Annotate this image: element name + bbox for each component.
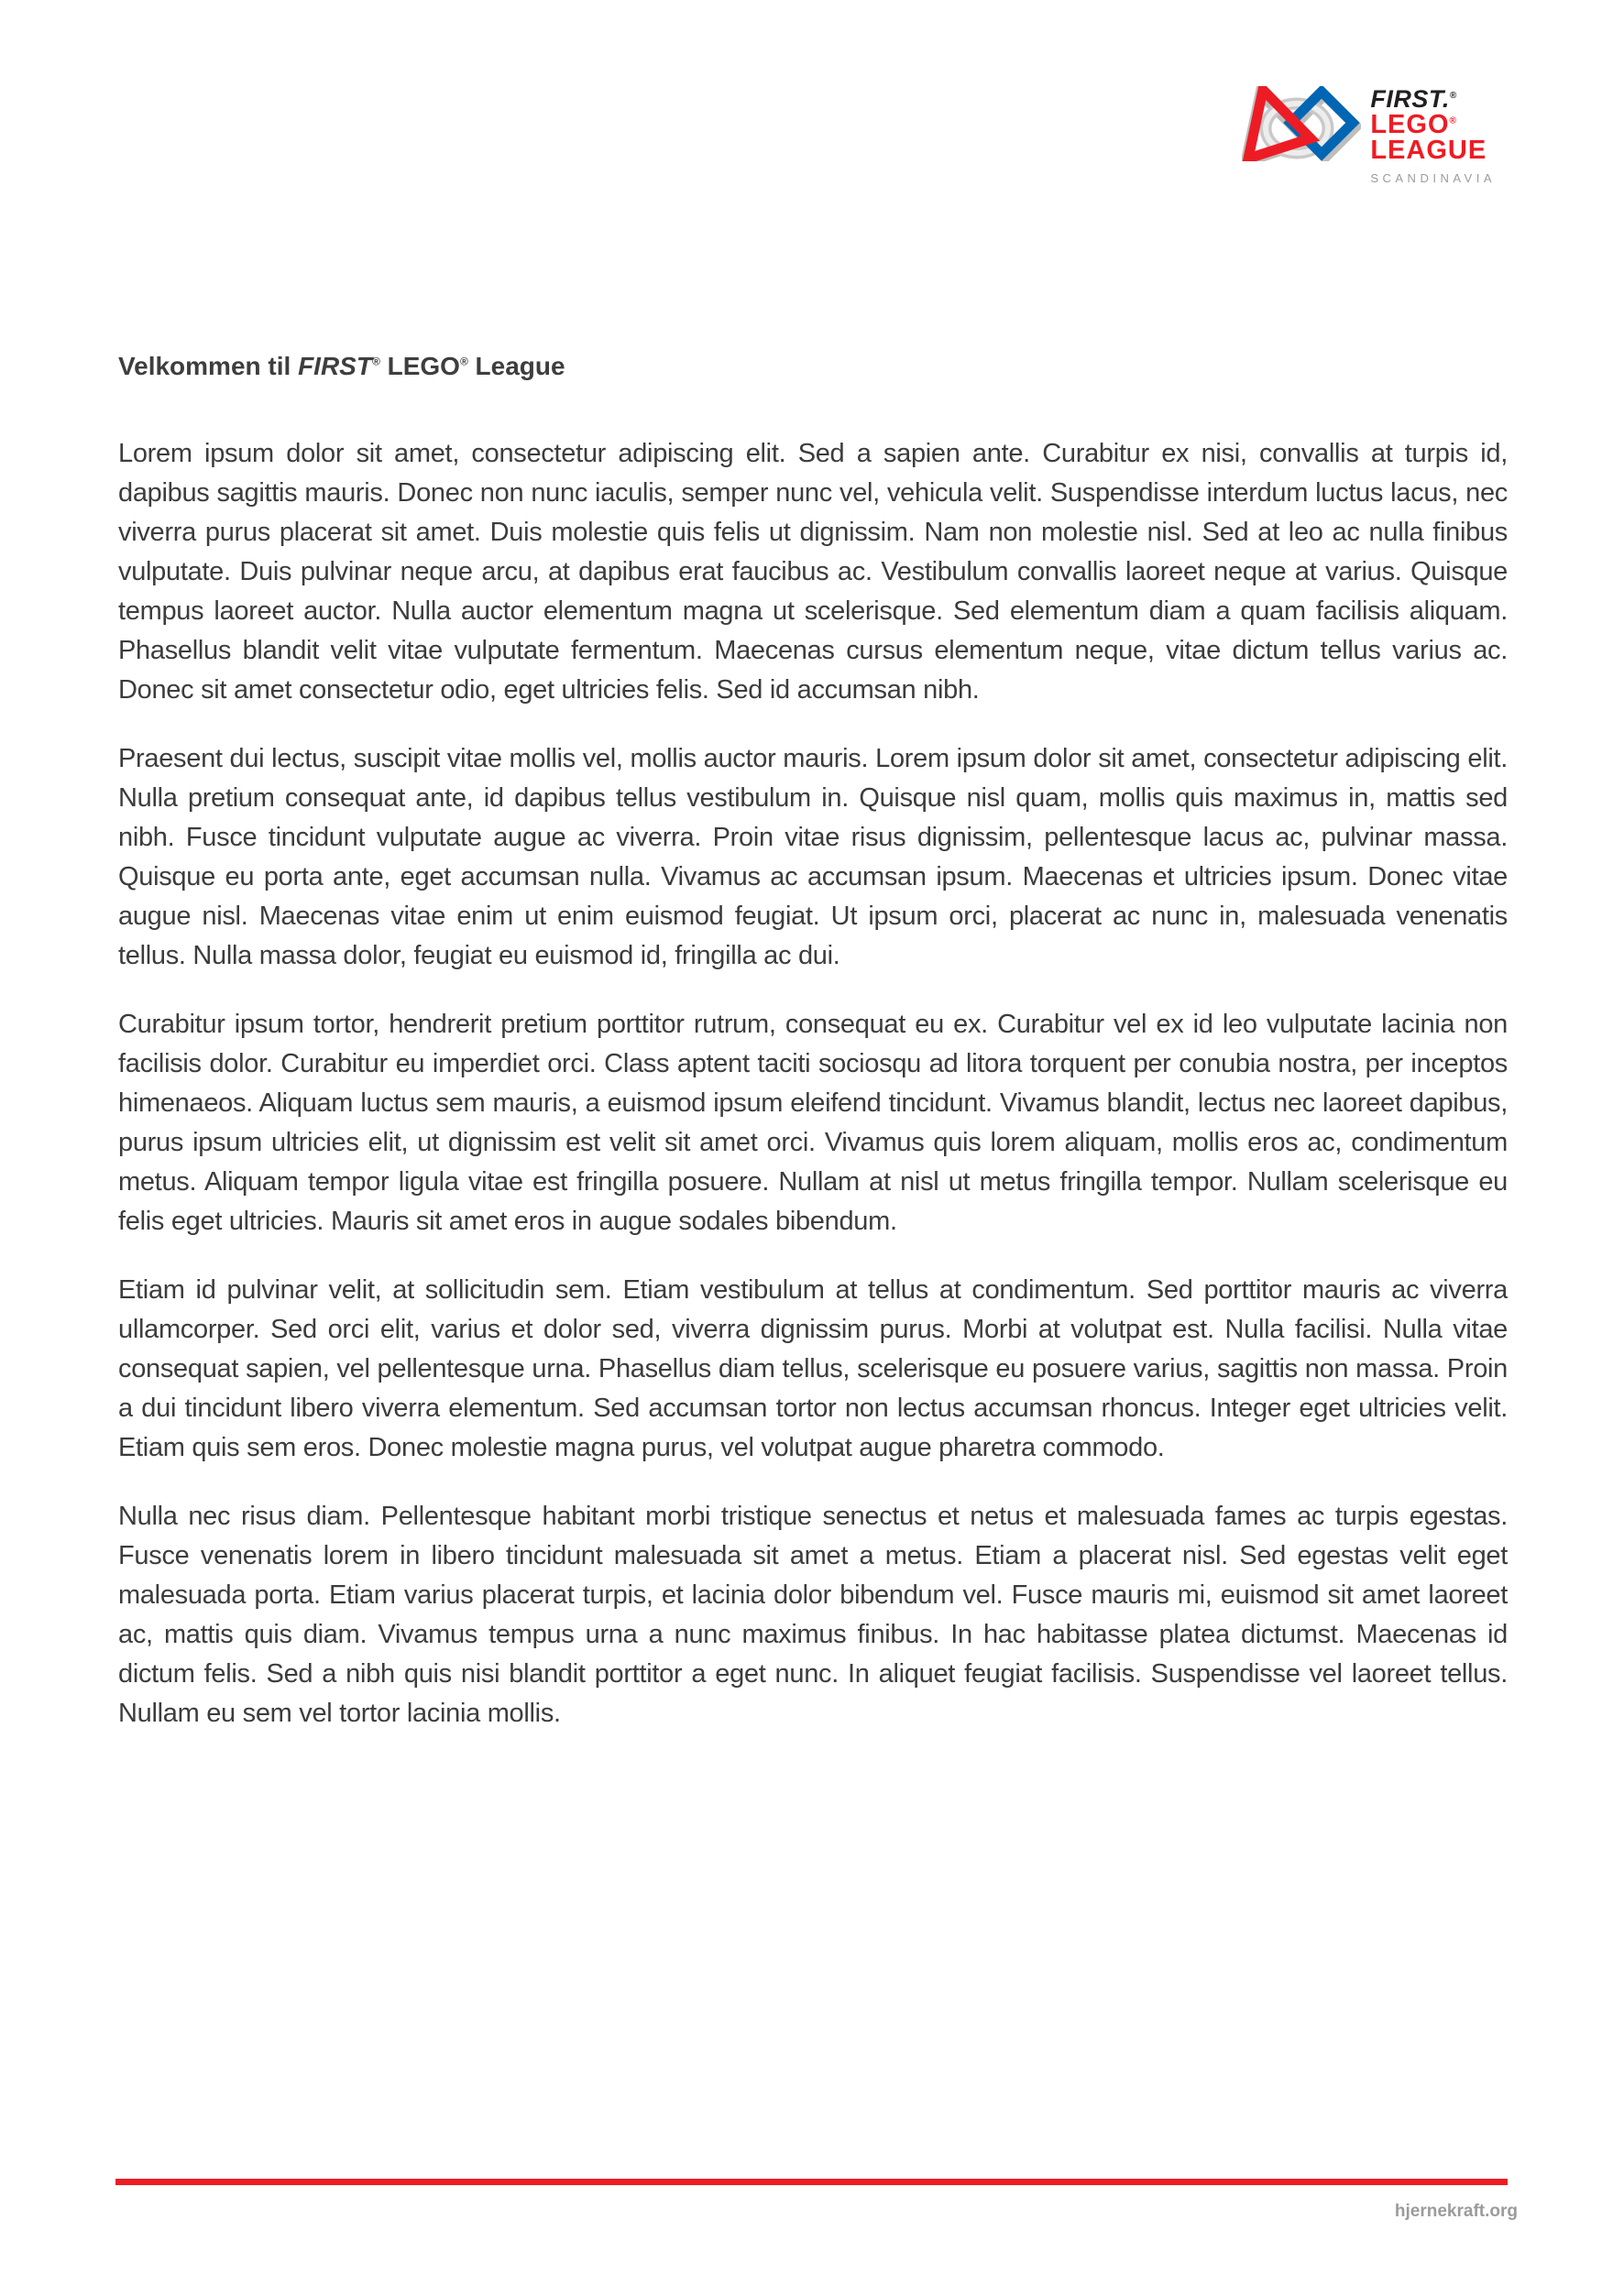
document-body — [118, 434, 1508, 1763]
registered-mark-icon: ® — [459, 355, 468, 368]
first-lego-league-logo — [1242, 86, 1496, 185]
title-first-brand: FIRST — [298, 352, 372, 380]
body-paragraph: Nulla nec risus diam. Pellentesque habitant morbi tristique senectus et netus et malesuada fames ac turpis egestas. Fusce venenatis lorem in libero tincidunt malesuada sit amet a metus. Etiam a placerat nisl. Sed egestas velit eget malesuada porta. Etiam varius placerat turpis, et lacinia dolor bibendum vel. Fusce mauris mi, euismod sit amet laoreet ac, mattis quis diam. Vivamus tempus urna a nunc maximus finibus. In hac habitasse platea dictumst. Maecenas id dictum felis. Sed a nibh quis nisi blandit porttitor a eget nunc. In aliquet feugiat facilisis. Suspendisse vel laoreet tellus. Nullam eu sem vel tortor lacinia mollis. — [118, 1502, 1508, 1728]
registered-mark-icon: ® — [1449, 115, 1457, 126]
title-prefix: Velkommen til — [118, 352, 299, 380]
first-logo-icon — [1242, 86, 1361, 161]
registered-mark-icon: ® — [371, 355, 380, 368]
logo-first-text: FIRST. — [1370, 85, 1450, 113]
logo-brand-league: LEAGUE — [1370, 136, 1487, 165]
logo-brand-first — [1370, 86, 1496, 112]
logo-wordmark — [1370, 86, 1496, 185]
page-title — [118, 352, 565, 381]
body-paragraph: Lorem ipsum dolor sit amet, consectetur adipiscing elit. Sed a sapien ante. Curabitur ex nisi, convallis at turpis id, dapibus sagittis mauris. Donec non nunc iaculis, semper nunc vel, vehicula velit. Suspendisse interdum luctus lacus, nec viverra purus placerat sit amet. Duis molestie quis felis ut dignissim. Nam non molestie nisl. Sed at leo ac nulla finibus vulputate. Duis pulvinar neque arcu, at dapibus erat faucibus ac. Vestibulum convallis laoreet neque at varius. Quisque tempus laoreet auctor. Nulla auctor elementum magna ut scelerisque. Sed elementum diam a quam facilisis aliquam. Phasellus blandit velit vitae vulputate fermentum. Maecenas cursus elementum neque, vitae dictum tellus varius ac. Donec sit amet consectetur odio, eget ultricies felis. Sed id accumsan nibh. — [118, 439, 1508, 705]
footer-rule — [115, 2179, 1508, 2185]
title-lego-brand: LEGO — [379, 352, 460, 380]
logo-region-label: SCANDINAVIA — [1370, 171, 1496, 185]
footer-site-url: hjernekraft.org — [1394, 2202, 1518, 2221]
logo-lego-text: LEGO — [1370, 110, 1450, 139]
body-paragraph: Curabitur ipsum tortor, hendrerit pretium porttitor rutrum, consequat eu ex. Curabitur vel ex id leo vulputate lacinia non facilisis dolor. Curabitur eu imperdiet orci. Class aptent taciti sociosqu ad litora torquent per conubia nostra, per inceptos himenaeos. Aliquam luctus sem mauris, a euismod ipsum eleifend tincidunt. Vivamus blandit, lectus nec laoreet dapibus, purus ipsum ultricies elit, ut dignissim est velit sit amet orci. Vivamus quis lorem aliquam, mollis eros ac, condimentum metus. Aliquam tempor ligula vitae est fringilla posuere. Nullam at nisl ut metus fringilla tempor. Nullam scelerisque eu felis eget ultricies. Mauris sit amet eros in augue sodales bibendum. — [118, 1010, 1508, 1236]
registered-mark-icon: ® — [1449, 91, 1457, 101]
title-suffix: League — [467, 352, 565, 380]
body-paragraph: Etiam id pulvinar velit, at sollicitudin sem. Etiam vestibulum at tellus at condimentum. Sed porttitor mauris ac viverra ullamcorper. Sed orci elit, varius et dolor sed, viverra dignissim purus. Morbi at volutpat est. Nulla facilisi. Nulla vitae consequat sapien, vel pellentesque urna. Phasellus diam tellus, scelerisque eu posuere varius, sagittis non massa. Proin a dui tincidunt libero viverra elementum. Sed accumsan tortor non lectus accumsan rhoncus. Integer eget ultricies velit. Etiam quis sem eros. Donec molestie magna purus, vel volutpat augue pharetra commodo. — [118, 1275, 1508, 1462]
logo-brand-lego — [1370, 112, 1496, 137]
body-paragraph: Praesent dui lectus, suscipit vitae mollis vel, mollis auctor mauris. Lorem ipsum dolor sit amet, consectetur adipiscing elit. Nulla pretium consequat ante, id dapibus tellus vestibulum in. Quisque nisl quam, mollis quis maximus in, mattis sed nibh. Fusce tincidunt vulputate augue ac viverra. Proin vitae risus dignissim, pellentesque lacus ac, pulvinar massa. Quisque eu porta ante, eget accumsan nulla. Vivamus ac accumsan ipsum. Maecenas et ultricies ipsum. Donec vitae augue nisl. Maecenas vitae enim ut enim euismod feugiat. Ut ipsum orci, placerat ac nunc in, malesuada venenatis tellus. Nulla massa dolor, feugiat eu euismod id, fringilla ac dui. — [118, 744, 1508, 970]
